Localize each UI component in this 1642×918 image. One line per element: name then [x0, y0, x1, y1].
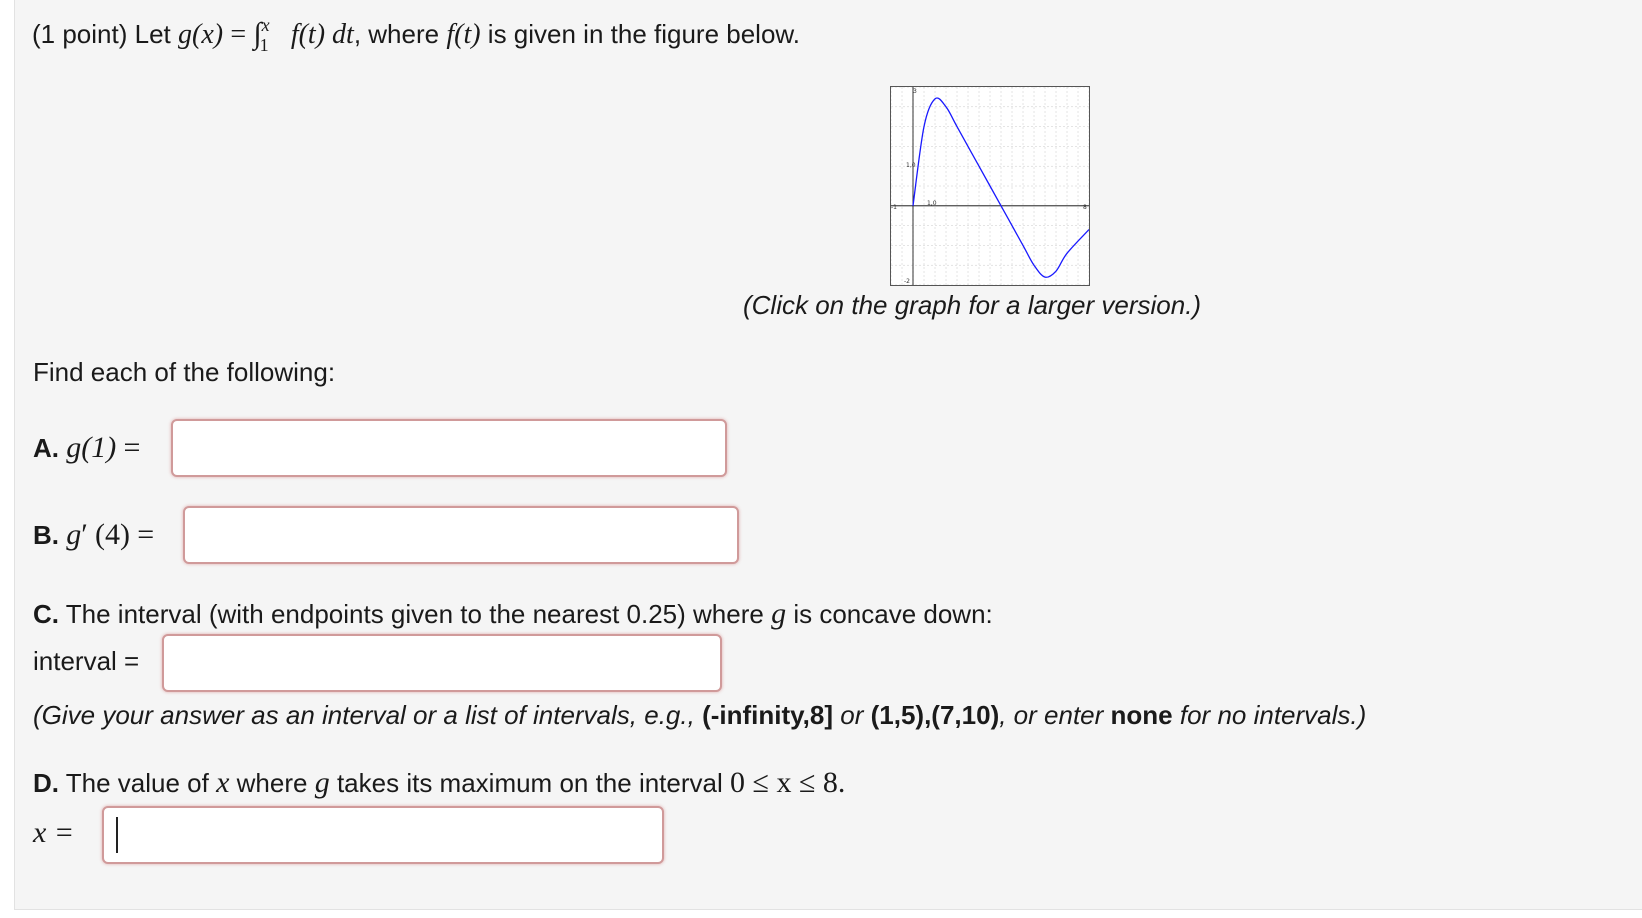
part-d-text-before: The value of — [65, 768, 209, 798]
tick-label-x-right: 8 — [1083, 204, 1087, 211]
part-b-letter: B. — [33, 520, 59, 550]
let-word: Let — [134, 19, 171, 49]
part-d-letter: D. — [33, 768, 59, 798]
g-of-x: g(x) — [178, 19, 224, 50]
part-c-answer-input[interactable] — [162, 634, 722, 692]
comma: , — [353, 19, 362, 49]
part-c-text-after: is concave down: — [793, 599, 993, 629]
part-b-equals: = — [137, 518, 155, 551]
upper-limit: x — [261, 15, 270, 35]
part-c-question — [33, 598, 993, 630]
equals-sign: = — [230, 19, 247, 50]
points-label: (1 point) — [32, 19, 128, 49]
part-c-g: g — [771, 597, 787, 630]
part-c-note-suffix: for no intervals.) — [1179, 700, 1367, 730]
part-c-none-word: none — [1110, 700, 1173, 730]
part-b-answer-input[interactable] — [183, 506, 739, 564]
integral-sign: ∫ — [253, 17, 262, 50]
text-cursor — [116, 817, 118, 853]
problem-statement — [32, 15, 800, 55]
part-c-or1: or — [840, 700, 864, 730]
part-c-example1: (-infinity,8] — [702, 700, 834, 730]
part-c-letter: C. — [33, 599, 59, 629]
integrand: f(t) dt — [290, 19, 354, 50]
part-a-expr: g(1) — [66, 431, 117, 464]
tick-label-y-top: 3 — [913, 88, 917, 95]
tick-label-x-mid: 1,0 — [927, 200, 937, 207]
part-d-x-label: x = — [33, 816, 75, 849]
part-d-x: x — [216, 766, 230, 799]
graph-caption[interactable]: (Click on the graph for a larger version.) — [743, 290, 1202, 320]
part-a-answer-input[interactable] — [171, 419, 727, 477]
function-graph — [891, 87, 1089, 285]
part-c-text-before: The interval (with endpoints given to the nearest 0.25) where — [65, 599, 764, 629]
where-word: where — [368, 19, 440, 49]
part-a-label — [33, 432, 140, 464]
part-b-label — [33, 519, 154, 551]
part-c-or-enter: , or enter — [999, 700, 1104, 730]
part-c-note — [33, 700, 1366, 731]
part-d-question — [33, 767, 845, 799]
part-b-g: g — [66, 518, 82, 551]
given-text: is given in the figure below. — [487, 19, 800, 49]
part-c-interval-label: interval = — [33, 646, 140, 676]
part-d-answer-input[interactable] — [102, 806, 664, 864]
part-b-prime: ′ — [81, 518, 88, 551]
part-d-text-mid: takes its maximum on the interval — [336, 768, 723, 798]
tick-label-x-left: -1 — [891, 204, 897, 211]
part-a-letter: A. — [33, 433, 59, 463]
f-of-t: f(t) — [446, 19, 481, 50]
part-c-note-prefix: (Give your answer as an interval or a list of intervals, e.g., — [33, 700, 695, 730]
part-d-g: g — [314, 766, 330, 799]
lower-limit: 1 — [259, 35, 269, 55]
part-a-equals: = — [123, 431, 141, 464]
instructions-text: Find each of the following: — [33, 357, 336, 387]
tick-label-y-mid: 1,0 — [906, 162, 916, 169]
tick-label-y-bottom: -2 — [904, 278, 910, 285]
part-c-example2: (1,5),(7,10) — [870, 700, 1000, 730]
part-d-interval-expr: 0 ≤ x ≤ 8. — [730, 766, 846, 799]
part-b-arg: (4) — [95, 518, 131, 551]
graph-thumbnail[interactable] — [890, 86, 1090, 286]
part-d-where: where — [236, 768, 308, 798]
